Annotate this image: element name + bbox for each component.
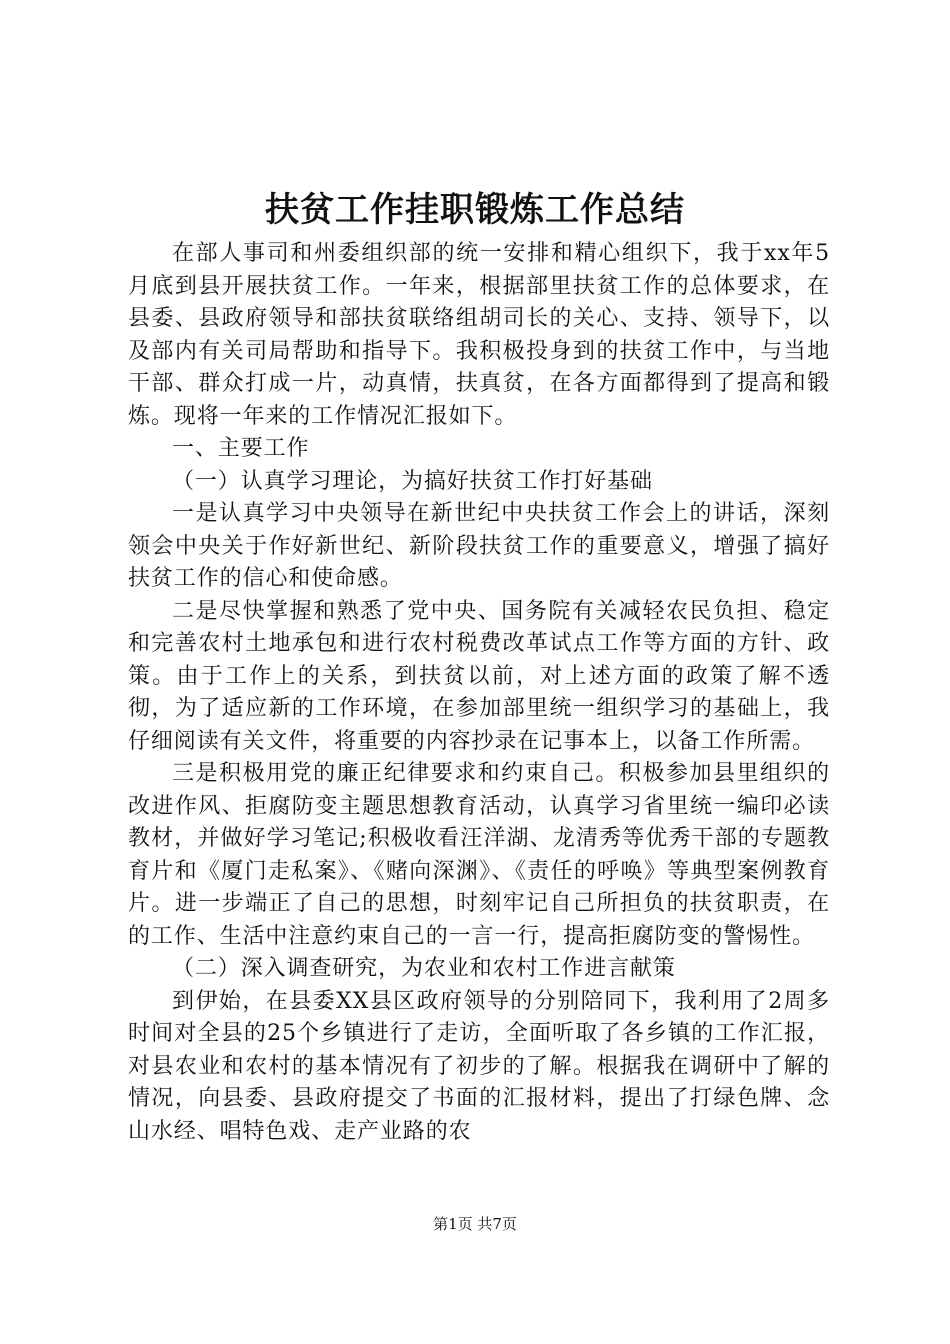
paragraph-point-three: 三是积极用党的廉正纪律要求和约束自己。积极参加县里组织的改进作风、拒腐防变主题思想教育活动，认真学习省里统一编印必读教材，并做好学习笔记;积极收看汪洋湖、龙清秀等优秀干部的专题教育片和《厦门走私案》、《赌向深渊》、《责任的呼唤》等典型案例教育片。进一步端正了自己的思想，时刻牢记自己所担负的扶贫职责，在的工作、生活中注意约束自己的一言一行，提高拒腐防变的警惕性。 bbox=[128, 761, 830, 949]
subsection-heading-research: （二）深入调查研究，为农业和农村工作进言献策 bbox=[172, 956, 676, 981]
paragraph-intro: 在部人事司和州委组织部的统一安排和精心组织下，我于xx年5月底到县开展扶贫工作。一年来，根据部里扶贫工作的总体要求，在县委、县政府领导和部扶贫联络组胡司长的关心、支持、领导下，以及部内有关司局帮助和指导下。我积极投身到的扶贫工作中，与当地干部、群众打成一片，动真情，扶真贫，在各方面都得到了提高和锻炼。现将一年来的工作情况汇报如下。 bbox=[128, 241, 830, 429]
paragraph-point-one: 一是认真学习中央领导在新世纪中央扶贫工作会上的讲话，深刻领会中央关于作好新世纪、新阶段扶贫工作的重要意义，增强了搞好扶贫工作的信心和使命感。 bbox=[128, 501, 830, 591]
paragraph-point-two: 二是尽快掌握和熟悉了党中央、国务院有关减轻农民负担、稳定和完善农村土地承包和进行农村税费改革试点工作等方面的方针、政策。由于工作上的关系，到扶贫以前，对上述方面的政策了解不透彻，为了适应新的工作环境，在参加部里统一组织学习的基础上，我仔细阅读有关文件，将重要的内容抄录在记事本上，以备工作所需。 bbox=[128, 598, 830, 754]
document-title: 扶贫工作挂职锻炼工作总结 bbox=[265, 190, 685, 230]
section-heading-main-work: 一、主要工作 bbox=[172, 436, 310, 461]
subsection-heading-study-theory: （一）认真学习理论，为搞好扶贫工作打好基础 bbox=[172, 468, 653, 494]
document-body bbox=[128, 238, 830, 1148]
page-number-footer: 第1页 共7页 bbox=[433, 1215, 517, 1233]
paragraph-research: 到伊始，在县委XX县区政府领导的分别陪同下，我利用了2周多时间对全县的25个乡镇进行了走访，全面听取了各乡镇的工作汇报，对县农业和农村的基本情况有了初步的了解。根据我在调研中了解的情况，向县委、县政府提交了书面的汇报材料，提出了打绿色牌、念山水经、唱特色戏、走产业路的农 bbox=[128, 988, 830, 1144]
